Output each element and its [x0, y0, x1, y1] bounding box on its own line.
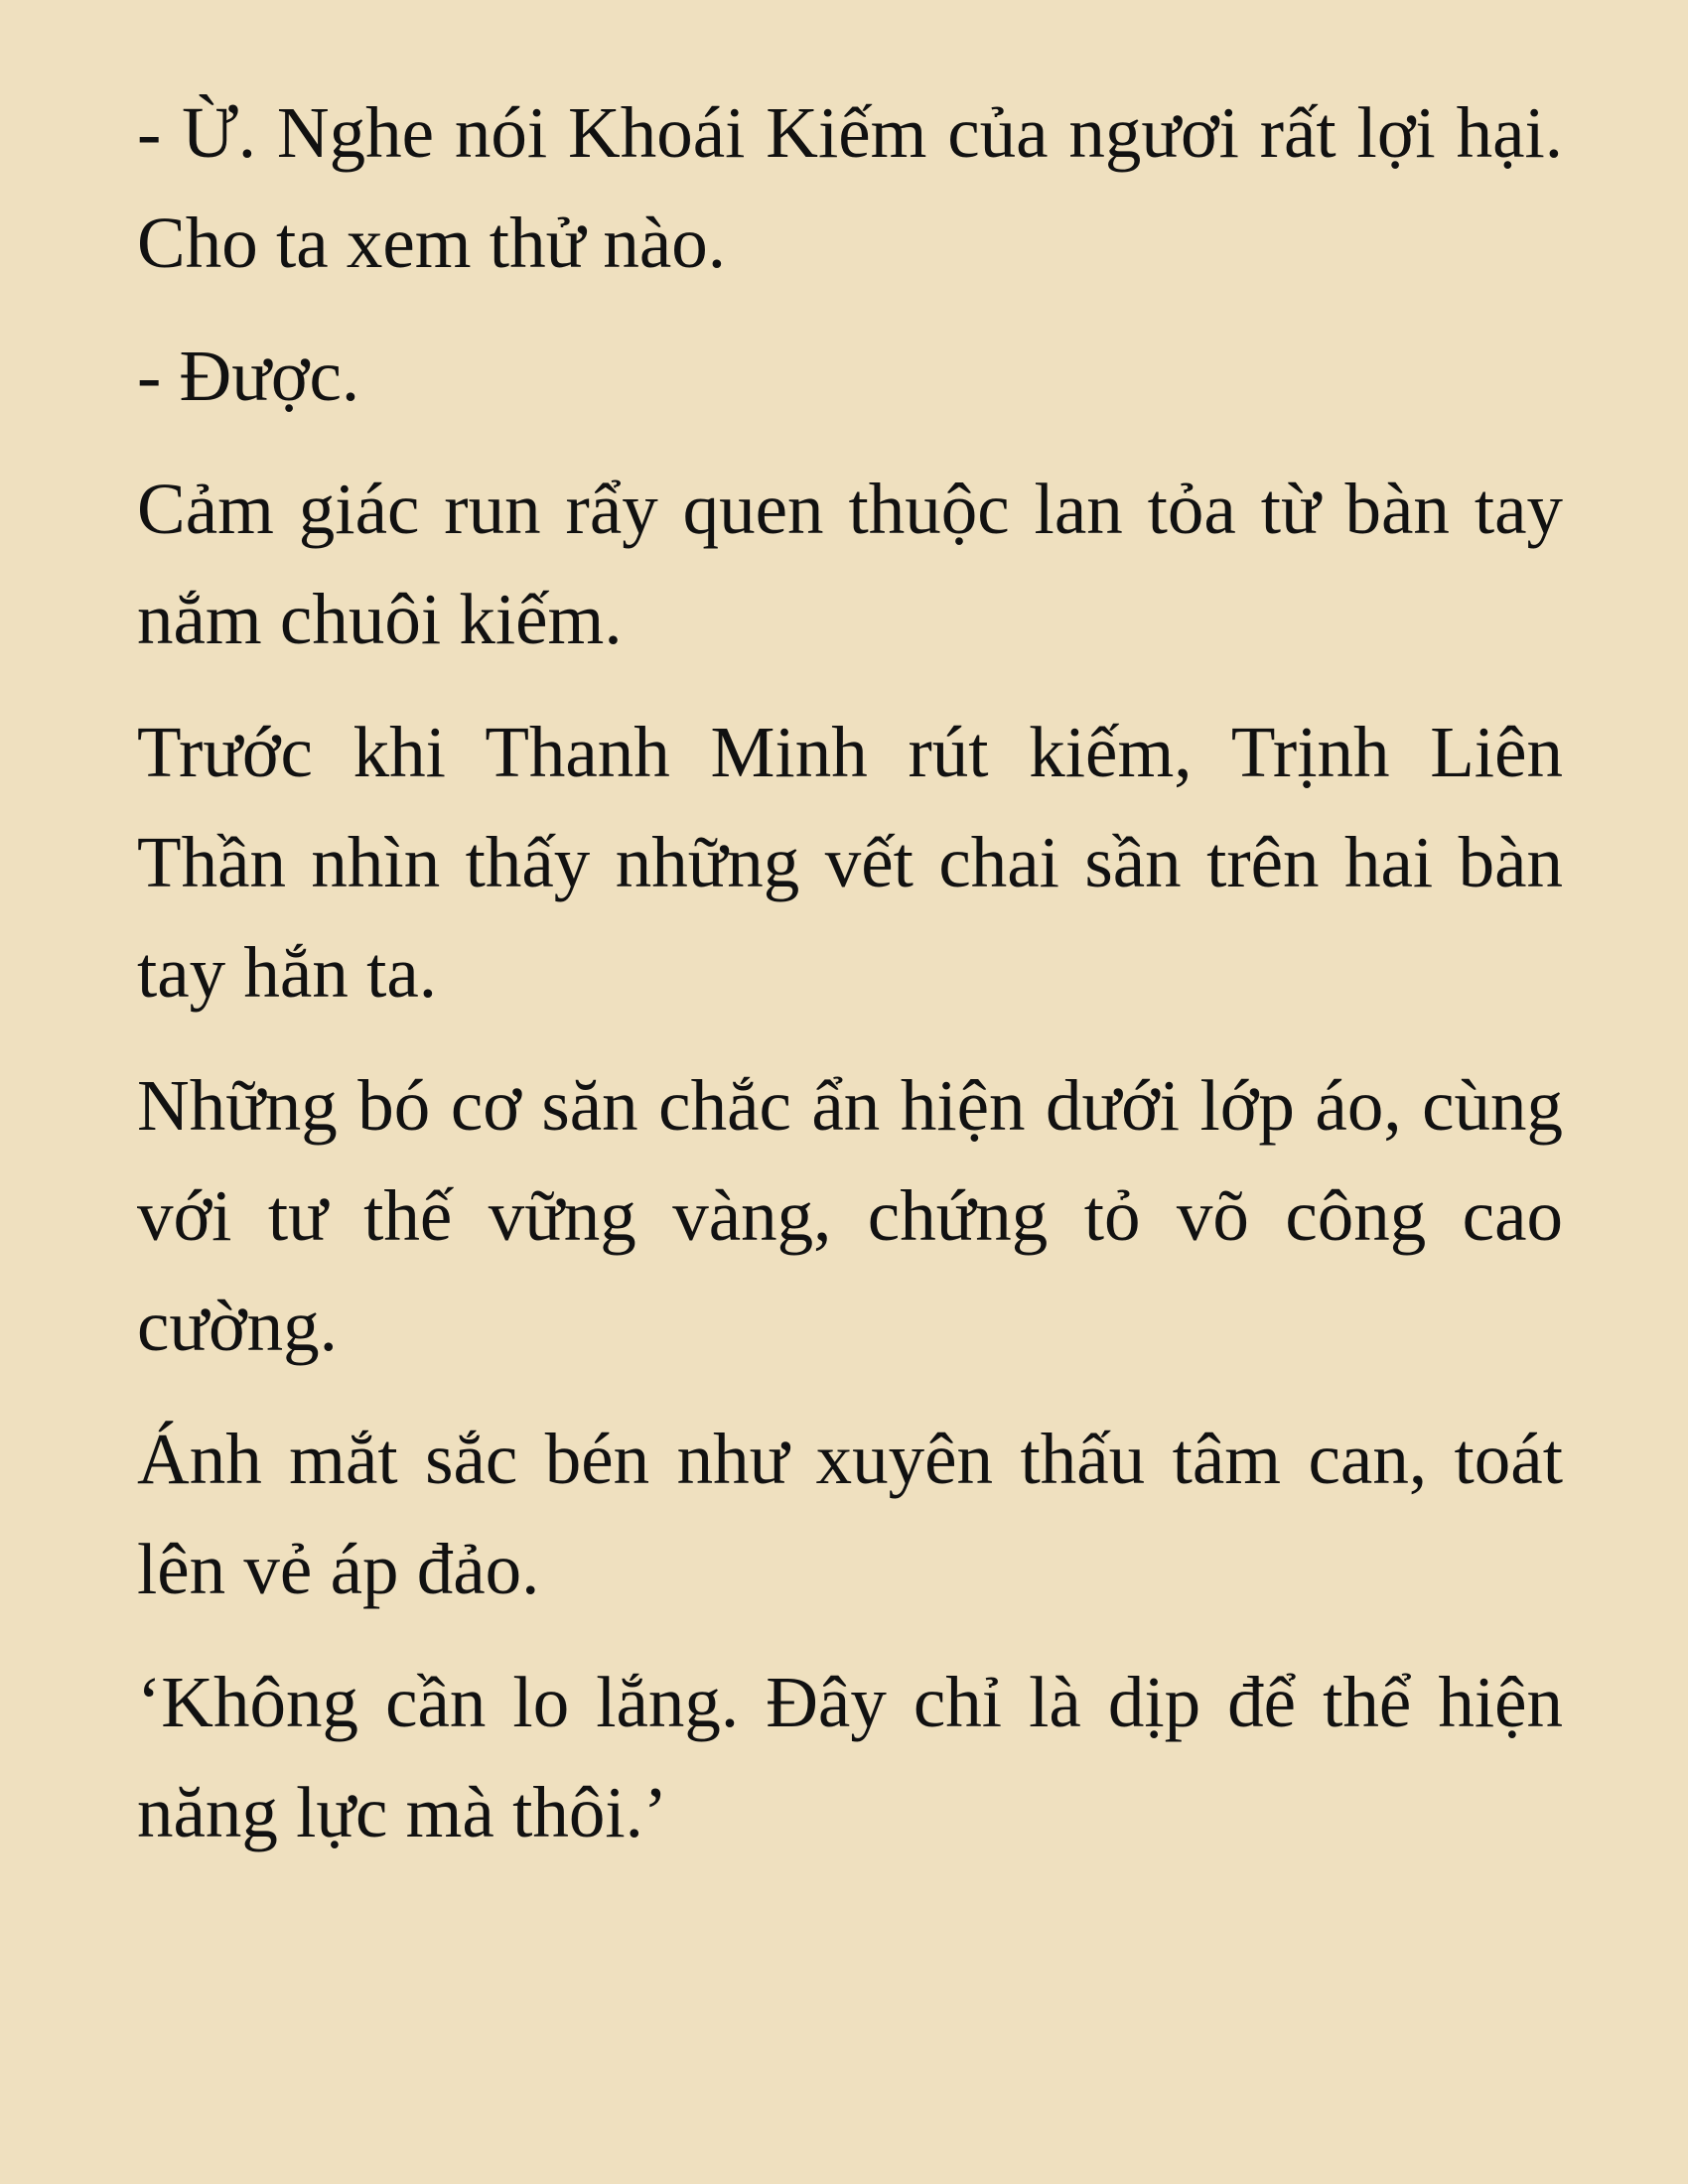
- paragraph-5: Những bó cơ săn chắc ẩn hiện dưới lớp áo, cùng với tư thế vững vàng, chứng tỏ võ công cao cường.: [137, 1065, 1563, 1366]
- paragraph-4: Trước khi Thanh Minh rút kiếm, Trịnh Liên Thần nhìn thấy những vết chai sần trên hai bàn tay hắn ta.: [137, 712, 1563, 1013]
- paragraph-2: - Được.: [137, 336, 360, 416]
- paragraph-1: - Ừ. Nghe nói Khoái Kiếm của ngươi rất lợi hại. Cho ta xem thử nào.: [137, 92, 1563, 283]
- paragraph-7: ‘Không cần lo lắng. Đây chỉ là dịp để thể hiện năng lực mà thôi.’: [137, 1662, 1563, 1852]
- paragraph-3: Cảm giác run rẩy quen thuộc lan tỏa từ bàn tay nắm chuôi kiếm.: [137, 469, 1563, 659]
- paragraph-6: Ánh mắt sắc bén như xuyên thấu tâm can, toát lên vẻ áp đảo.: [137, 1419, 1563, 1609]
- document-page: [137, 77, 1563, 1890]
